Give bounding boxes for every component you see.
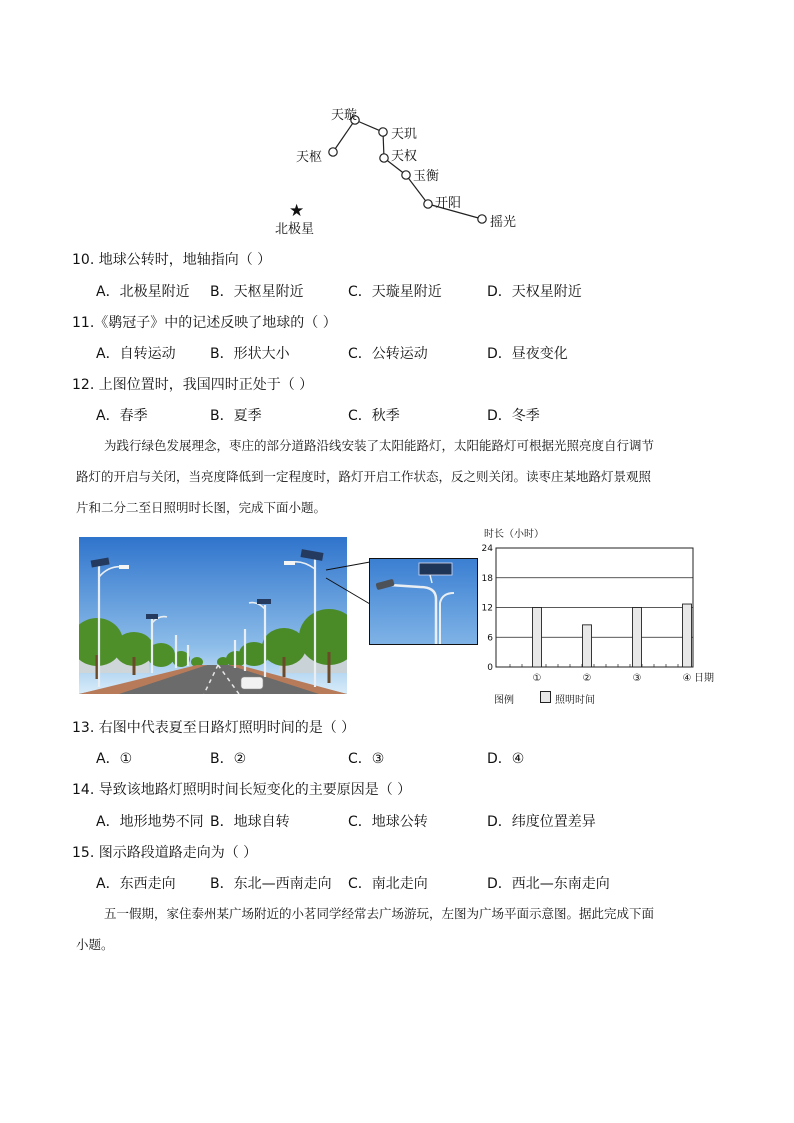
q15-option-d: D．西北—东南走向: [487, 876, 610, 892]
label-tianshu: 天枢: [296, 150, 323, 165]
bar: [633, 608, 642, 668]
question-number: 10.: [72, 252, 95, 268]
question-10: [72, 249, 271, 269]
q11-option-c: C．公转运动: [348, 346, 428, 362]
passage-solar-street-lights: [76, 430, 722, 523]
label-yaoguang: 摇光: [490, 215, 517, 230]
question-stem: 地球公转时，地轴指向（ ）: [98, 252, 272, 268]
question-stem: 图示路段道路走向为（ ）: [98, 845, 258, 861]
y-tick-label: 12: [481, 603, 493, 614]
q13-option-a: A．①: [96, 751, 133, 767]
polaris-star-icon: ★: [289, 201, 305, 221]
x-axis-label: 日期: [694, 673, 714, 684]
x-tick-label: ①: [532, 673, 542, 684]
label-tianquan: 天权: [391, 149, 418, 164]
bar: [533, 608, 542, 668]
passage-line: 路灯的开启与关闭，当亮度降低到一定程度时，路灯开启工作状态，反之则关闭。读枣庄某地路灯景观照: [76, 469, 652, 484]
q14-option-b: B．地球自转: [210, 814, 290, 830]
q13-option-d: D．④: [487, 751, 525, 767]
q10-option-c: C．天璇星附近: [348, 284, 442, 300]
q14-option-a: A．地形地势不同: [96, 814, 204, 830]
passage-square-plan: [76, 898, 722, 960]
zoom-connector: [320, 560, 372, 610]
q10-option-a: A．北极星附近: [96, 284, 190, 300]
q15-option-c: C．南北走向: [348, 876, 428, 892]
q12-option-b: B．夏季: [210, 408, 262, 424]
legend-series-label: 照明时间: [555, 695, 595, 706]
legend-swatch: [540, 691, 551, 703]
label-tianji: 天玑: [391, 127, 418, 142]
question-number: 14.: [72, 782, 95, 798]
star-kaiyang: [424, 200, 432, 208]
q12-option-d: D．冬季: [487, 408, 540, 424]
star-tianji: [379, 128, 387, 136]
passage-line: 片和二分二至日照明时长图，完成下面小题。: [76, 500, 327, 515]
passage-line: 为践行绿色发展理念，枣庄的部分道路沿线安装了太阳能路灯，太阳能路灯可根据光照亮度自行调节: [104, 438, 655, 453]
x-tick-label: ③: [632, 673, 642, 684]
question-number: 11.: [72, 315, 95, 331]
star-yaoguang: [478, 215, 486, 223]
question-15: [72, 842, 257, 862]
question-11: [72, 312, 337, 332]
q10-option-b: B．天枢星附近: [210, 284, 304, 300]
q10-option-d: D．天权星附近: [487, 284, 582, 300]
question-13: [72, 717, 355, 737]
q12-option-a: A．春季: [96, 408, 148, 424]
star-tianquan: [380, 154, 388, 162]
q12-option-c: C．秋季: [348, 408, 400, 424]
x-tick-label: ④: [682, 673, 692, 684]
question-stem: 右图中代表夏至日路灯照明时间的是（ ）: [98, 720, 356, 736]
lamp-inset-photo: [369, 558, 478, 645]
question-number: 13.: [72, 720, 95, 736]
bar: [683, 604, 692, 667]
y-tick-label: 18: [481, 573, 493, 584]
street-light-photo: [79, 537, 347, 694]
label-tianxuan: 天璇: [331, 108, 358, 123]
q11-option-b: B．形状大小: [210, 346, 290, 362]
y-tick-label: 24: [481, 544, 493, 554]
q13-option-c: C．③: [348, 751, 385, 767]
solar-lamp-closeup: [370, 559, 477, 644]
chart-ylabel: 时长（小时）: [484, 529, 544, 540]
bar: [583, 625, 592, 667]
label-polaris: 北极星: [275, 222, 315, 237]
q14-option-c: C．地球公转: [348, 814, 428, 830]
q15-option-a: A．东西走向: [96, 876, 176, 892]
q13-option-b: B．②: [210, 751, 247, 767]
q14-option-d: D．纬度位置差异: [487, 814, 596, 830]
star-map: [270, 100, 530, 240]
q11-option-d: D．昼夜变化: [487, 346, 568, 362]
question-number: 15.: [72, 845, 95, 861]
x-tick-label: ②: [582, 673, 592, 684]
y-tick-label: 0: [487, 663, 493, 673]
passage-line: 小题。: [76, 937, 114, 952]
star-tianshu: [329, 148, 337, 156]
y-tick-label: 6: [487, 633, 493, 644]
legend-title: 图例: [494, 695, 514, 706]
question-12: [72, 374, 313, 394]
lighting-duration-chart: [478, 522, 728, 712]
star-yuheng: [402, 171, 410, 179]
question-number: 12.: [72, 377, 95, 393]
q11-option-a: A．自转运动: [96, 346, 176, 362]
passage-line: 五一假期，家住泰州某广场附近的小茗同学经常去广场游玩，左图为广场平面示意图。据此完成下面: [104, 906, 655, 921]
street-scene-image: [79, 537, 347, 694]
bar-chart: [478, 522, 728, 712]
question-stem: 导致该地路灯照明时间长短变化的主要原因是（ ）: [98, 782, 412, 798]
question-stem: 《鹖冠子》中的记述反映了地球的（ ）: [94, 315, 337, 331]
question-stem: 上图位置时，我国四时正处于（ ）: [98, 377, 314, 393]
question-14: [72, 779, 411, 799]
label-yuheng: 玉衡: [413, 169, 440, 184]
q15-option-b: B．东北—西南走向: [210, 876, 332, 892]
label-kaiyang: 开阳: [435, 196, 462, 211]
